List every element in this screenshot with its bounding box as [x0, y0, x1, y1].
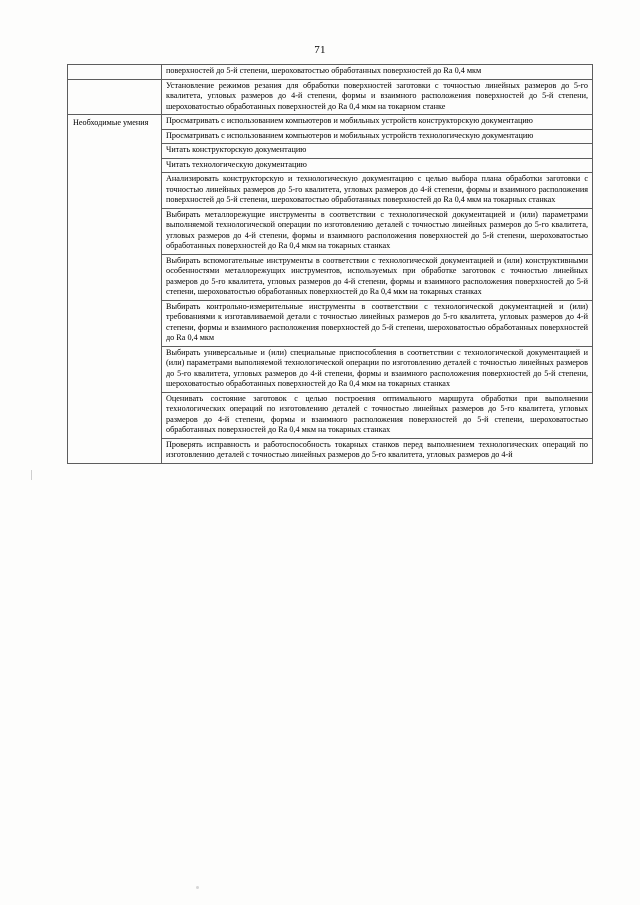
table-row — [68, 79, 593, 115]
label-cell-empty-2 — [68, 79, 162, 115]
table-row — [68, 115, 593, 130]
content-cell-check-machine: Проверять исправность и работоспособность токарных станков перед выполнением технологических операций по изготовлению деталей с точностью линейных размеров до 5-го квалитета, угловых размеров до 4-й — [162, 438, 593, 463]
content-cell-read-tech-doc: Читать технологическую документацию — [162, 158, 593, 173]
professional-standard-table — [67, 64, 593, 464]
content-cell-select-measuring-tools: Выбирать контрольно-измерительные инструменты в соответствии с технологической документацией и (или) требованиями к изготавливаемой детали с точностью линейных размеров до 5-го квалитета, угловых размеров до 4-й степени, формы и взаимного расположения поверхностей до 5-й степени, шероховатостью обработанных поверхностей до Ra 0,4 мкм — [162, 300, 593, 346]
table-row — [68, 65, 593, 80]
scan-artifact-dot — [196, 886, 199, 889]
label-cell-empty-1 — [68, 65, 162, 80]
content-cell-view-tech-doc: Просматривать с использованием компьютеров и мобильных устройств технологическую документацию — [162, 129, 593, 144]
page-number: 71 — [314, 44, 326, 56]
table-body — [68, 65, 593, 464]
content-cell-analyze-doc: Анализировать конструкторскую и технологическую документацию с целью выбора плана обработки заготовки с точностью линейных размеров до 5-го квалитета, угловых размеров до 4-й степени, формы и взаимного расположения поверхностей до 5-й степени, шероховатостью обработанных поверхностей до Ra 0,4 мкм на токарных станках — [162, 173, 593, 209]
content-cell-view-design-doc: Просматривать с использованием компьютеров и мобильных устройств конструкторскую документацию — [162, 115, 593, 130]
content-cell-continuation: поверхностей до 5-й степени, шероховатостью обработанных поверхностей до Ra 0,4 мкм — [162, 65, 593, 80]
content-cell-select-auxiliary-tools: Выбирать вспомогательные инструменты в соответствии с технологической документацией и (или) конструктивными особенностями металлорежущих инструментов, используемых при обработке заготовок с точностью линейных размеров до 5-го квалитета, угловых размеров до 4-й степени, формы и взаимного расположения поверхностей до 5-й степени, шероховатостью обработанных поверхностей до Ra 0,4 мкм на токарных станках — [162, 254, 593, 300]
content-cell-assess-blanks: Оценивать состояние заготовок с целью построения оптимального маршрута обработки при выполнении технологических операций по изготовлению деталей с точностью линейных размеров до 5-го квалитета, угловых размеров до 4-й степени, формы и взаимного расположения поверхностей до 5-й степени, шероховатостью обработанных поверхностей до Ra 0,4 мкм на токарных станках — [162, 392, 593, 438]
content-cell-read-design-doc: Читать конструкторскую документацию — [162, 144, 593, 159]
scan-spine-mark — [31, 470, 32, 480]
content-cell-cutting-modes: Установление режимов резания для обработки поверхностей заготовки с точностью линейных размеров до 5-го квалитета, угловых размеров до 4-й степени, формы и взаимного расположения поверхностей до 5-й степени, шероховатостью обработанных поверхностей до Ra 0,4 мкм на токарном станке — [162, 79, 593, 115]
content-cell-select-metalcutting-tools: Выбирать металлорежущие инструменты в соответствии с технологической документацией и (или) параметрами выполняемой технологической операции по изготовлению деталей с точностью линейных размеров до 5-го квалитета, угловых размеров до 4-й степени, формы и взаимного расположения поверхностей до 5-й степени, шероховатостью обработанных поверхностей до Ra 0,4 мкм на токарных станках — [162, 208, 593, 254]
content-cell-select-fixtures: Выбирать универсальные и (или) специальные приспособления в соответствии с технологической документацией и (или) параметрами выполняемой технологической операции по изготовлению деталей с точностью линейных размеров до 5-го квалитета, угловых размеров до 4-й степени, формы и взаимного расположения поверхностей до 5-й степени, шероховатостью обработанных поверхностей до Ra 0,4 мкм на токарных станках — [162, 346, 593, 392]
label-cell-required-skills: Необходимые умения — [68, 115, 162, 464]
